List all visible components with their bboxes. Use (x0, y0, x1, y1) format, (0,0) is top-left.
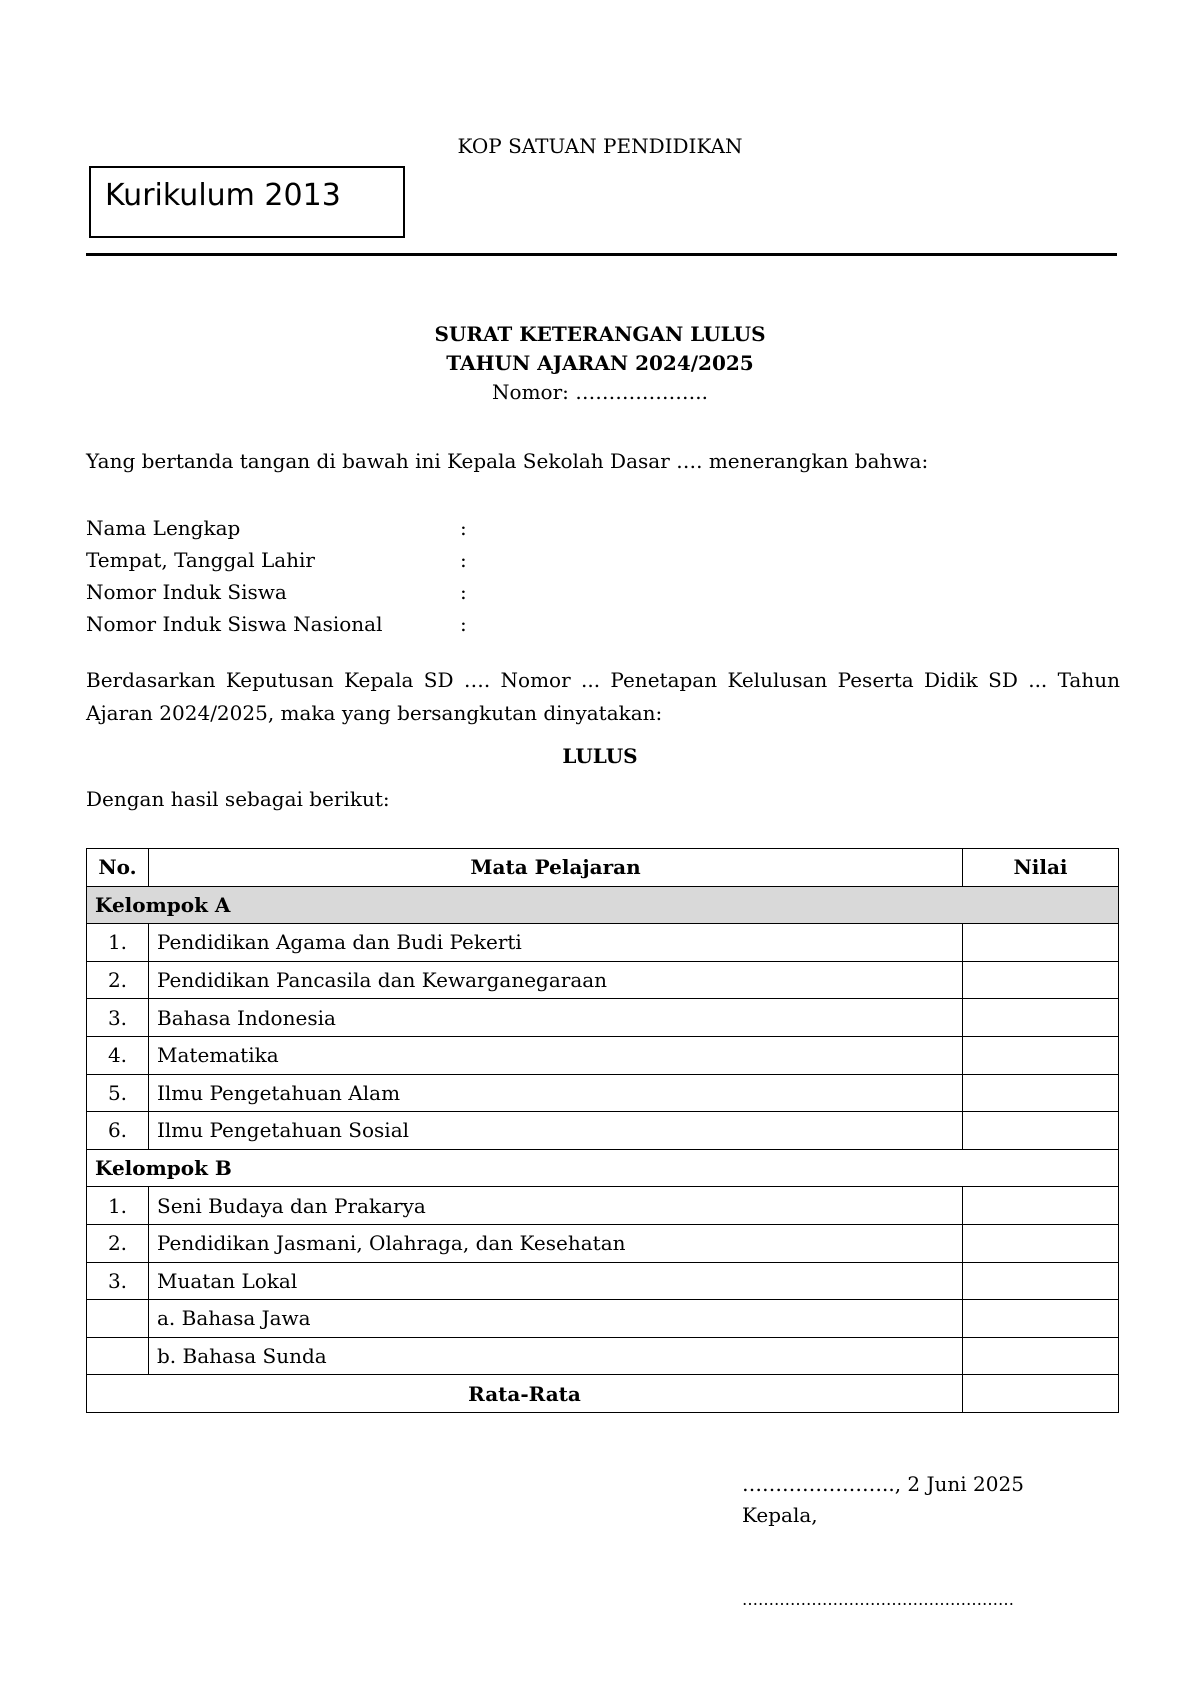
row-subject: a. Bahasa Jawa (149, 1300, 963, 1338)
field-label-nisn: Nomor Induk Siswa Nasional (86, 612, 383, 636)
curriculum-badge (89, 166, 405, 238)
document-title: SURAT KETERANGAN LULUS (434, 322, 766, 346)
row-score[interactable] (963, 1074, 1119, 1112)
row-subject: Pendidikan Agama dan Budi Pekerti (149, 924, 963, 962)
row-score[interactable] (963, 1187, 1119, 1225)
group-a-row (87, 886, 1119, 924)
table-header-row (87, 849, 1119, 887)
row-no: 2. (87, 961, 149, 999)
row-no (87, 1337, 149, 1375)
row-score[interactable] (963, 1300, 1119, 1338)
row-no: 4. (87, 1036, 149, 1074)
table-row (87, 961, 1119, 999)
row-score[interactable] (963, 1036, 1119, 1074)
row-no: 1. (87, 924, 149, 962)
row-subject: Bahasa Indonesia (149, 999, 963, 1037)
row-score[interactable] (963, 1262, 1119, 1300)
row-score[interactable] (963, 1224, 1119, 1262)
row-subject: Pendidikan Jasmani, Olahraga, dan Kesehatan (149, 1224, 963, 1262)
row-no: 5. (87, 1074, 149, 1112)
header-subject: Mata Pelajaran (149, 849, 963, 887)
letterhead-placeholder: KOP SATUAN PENDIDIKAN (457, 134, 743, 158)
field-label-nis: Nomor Induk Siswa (86, 580, 287, 604)
field-label-birth: Tempat, Tanggal Lahir (86, 548, 315, 572)
table-row (87, 999, 1119, 1037)
row-subject: Pendidikan Pancasila dan Kewarganegaraan (149, 961, 963, 999)
results-intro: Dengan hasil sebagai berikut: (86, 787, 390, 811)
table-row (87, 1036, 1119, 1074)
row-subject: Muatan Lokal (149, 1262, 963, 1300)
table-row (87, 924, 1119, 962)
field-label-full-name: Nama Lengkap (86, 516, 241, 540)
field-colon: : (460, 516, 467, 540)
group-a-label: Kelompok A (87, 886, 1119, 924)
curriculum-badge-label: Kurikulum 2013 (105, 178, 341, 213)
row-subject: Seni Budaya dan Prakarya (149, 1187, 963, 1225)
intro-paragraph: Yang bertanda tangan di bawah ini Kepala Sekolah Dasar …. menerangkan bahwa: (86, 449, 929, 473)
row-score[interactable] (963, 1337, 1119, 1375)
header-no: No. (87, 849, 149, 887)
field-colon: : (460, 580, 467, 604)
table-row (87, 1187, 1119, 1225)
table-row (87, 1337, 1119, 1375)
group-b-row (87, 1149, 1119, 1187)
decision-paragraph: Berdasarkan Keputusan Kepala SD …. Nomor ... Penetapan Kelulusan Peserta Didik SD ... Tahun Ajaran 2024/2025, maka yang bersangkutan dinyatakan: (86, 668, 1120, 725)
row-no: 3. (87, 999, 149, 1037)
average-row (87, 1375, 1119, 1413)
row-score[interactable] (963, 999, 1119, 1037)
row-score[interactable] (963, 924, 1119, 962)
signature-name-line: …………………………………………… (742, 1590, 1014, 1609)
row-subject: b. Bahasa Sunda (149, 1337, 963, 1375)
row-score[interactable] (963, 961, 1119, 999)
signature-place-date: ………………….., 2 Juni 2025 (742, 1472, 1024, 1496)
table-row (87, 1074, 1119, 1112)
graduation-status: LULUS (562, 744, 638, 768)
group-b-label: Kelompok B (87, 1149, 1119, 1187)
field-colon: : (460, 612, 467, 636)
table-row (87, 1112, 1119, 1150)
row-score[interactable] (963, 1112, 1119, 1150)
row-subject: Ilmu Pengetahuan Sosial (149, 1112, 963, 1150)
table-row (87, 1224, 1119, 1262)
letterhead-divider (86, 253, 1117, 256)
row-no: 6. (87, 1112, 149, 1150)
document-number: Nomor: ……………….. (492, 380, 708, 404)
row-subject: Ilmu Pengetahuan Alam (149, 1074, 963, 1112)
signature-role: Kepala, (742, 1503, 818, 1527)
academic-year-title: TAHUN AJARAN 2024/2025 (446, 351, 754, 375)
average-label: Rata-Rata (87, 1375, 963, 1413)
field-colon: : (460, 548, 467, 572)
table-row (87, 1262, 1119, 1300)
average-score[interactable] (963, 1375, 1119, 1413)
row-subject: Matematika (149, 1036, 963, 1074)
header-score: Nilai (963, 849, 1119, 887)
row-no: 2. (87, 1224, 149, 1262)
grades-table (86, 848, 1119, 1413)
table-row (87, 1300, 1119, 1338)
row-no (87, 1300, 149, 1338)
row-no: 1. (87, 1187, 149, 1225)
row-no: 3. (87, 1262, 149, 1300)
